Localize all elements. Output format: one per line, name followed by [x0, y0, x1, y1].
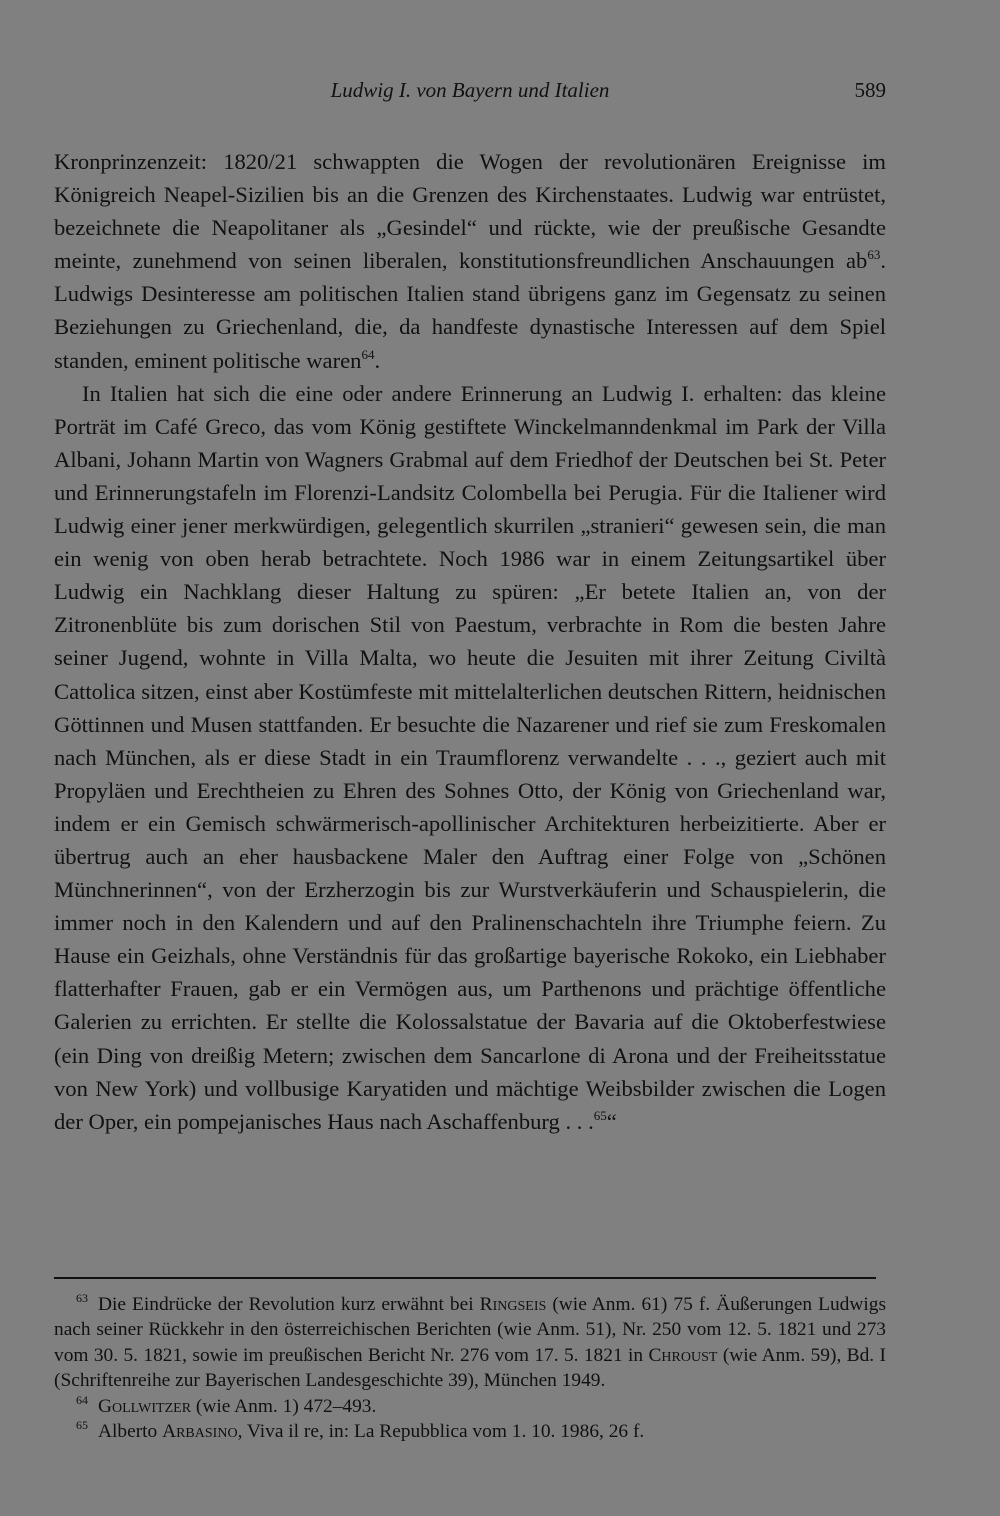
main-text	[54, 145, 886, 1138]
footnote-63: 63 Die Eindrücke der Revolution kurz erwähnt bei Ringseis (wie Anm. 61) 75 f. Äußerungen Ludwigs nach seiner Rückkehr in den österreichischen Berichten (wie Anm. 51), Nr. 250 vom 12. 5. 1821 und 273 vom 30. 5. 1821, sowie im preußischen Bericht Nr. 276 vom 17. 5. 1821 in Chroust (wie Anm. 59), Bd. I (Schriftenreihe zur Bayerischen Landesgeschichte 39), München 1949.	[54, 1291, 886, 1392]
running-title: Ludwig I. von Bayern und Italien	[330, 78, 610, 102]
footnote-text: (wie Anm. 59), Bd. I (Schriftenreihe zur Bayerischen Landesgeschichte 39), München 1949.	[54, 1344, 886, 1392]
author-name: Arbasino	[162, 1421, 238, 1443]
paragraph-2	[54, 377, 886, 1138]
author-name: Ringseis	[479, 1294, 547, 1315]
paragraph-1-text-c: .	[374, 347, 381, 373]
running-head	[54, 76, 886, 106]
footnote-64: 64 Gollwitzer (wie Anm. 1) 472–493.	[76, 1392, 377, 1417]
page-number: 589	[854, 78, 886, 102]
author-name: Gollwitzer	[98, 1395, 192, 1417]
footnote-ref-64: 64	[361, 346, 375, 362]
paragraph-1-text-b: . Ludwigs Desinteresse am politischen Italien stand übrigens ganz im Gegensatz zu seinen Beziehungen zu Griechenland, die, da handfeste dynastische Interessen auf dem Spiel standen, eminent politische waren	[54, 248, 886, 373]
footnote-text: Die Eindrücke der Revolution kurz erwähnt bei	[98, 1294, 480, 1315]
footnote-text: Alberto	[98, 1421, 163, 1443]
footnote-separator	[54, 1277, 876, 1279]
footnote-text: (wie Anm. 61) 75 f. Äußerungen Ludwigs nach seiner Rückkehr in den österreichischen Berichten (wie Anm. 51), Nr. 250 vom 12. 5. 1821 und 273 vom 30. 5. 1821, sowie im preußischen Bericht Nr. 276 vom 17. 5. 1821 in	[54, 1294, 886, 1366]
paragraph-1	[54, 145, 886, 377]
paragraph-1-text-a: Kronprinzenzeit: 1820/21 schwappten die Wogen der revolutionären Ereignisse im Königreich Neapel-Sizilien bis an die Grenzen des Kirchenstaates. Ludwig war entrüstet, bezeichnete die Neapolitaner als „Gesindel“ und rückte, wie der preußische Gesandte meinte, zunehmend von seinen liberalen, konstitutionsfreundlichen Anschauungen ab	[54, 149, 886, 274]
paragraph-2-text-a: In Italien hat sich die eine oder andere Erinnerung an Ludwig I. erhalten: das kleine Porträt im Café Greco, das vom König gestiftete Winckelmanndenkmal im Park der Villa Albani, Johann Martin von Wagners Grabmal auf dem Friedhof der Deutschen bei St. Peter und Erinnerungstafeln im Florenzi-Landsitz Colombella bei Perugia. Für die Italiener wird Ludwig einer jener merkwürdigen, gelegentlich skurrilen „stranieri“ gewesen sein, die man ein wenig von oben herab betrachtete. Noch 1986 war in einem Zeitungsartikel über Ludwig ein Nachklang dieser Haltung zu spüren: „Er betete Italien an, von der Zitronenblüte bis zum dorischen Stil von Paestum, verbrachte in Rom die besten Jahre seiner Jugend, wohnte in Villa Malta, wo heute die Jesuiten mit ihrer Zeitung Civiltà Cattolica sitzen, einst aber Kostümfeste mit mittelalterlichen deutschen Rittern, heidnischen Göttinnen und Musen stattfanden. Er besuchte die Nazarener und rief sie zum Freskomalen nach München, als er diese Stadt in ein Traumflorenz verwandelte . . ., geziert auch mit Propyläen und Erechtheien zu Ehren des Sohnes Otto, der König von Griechenland war, indem er ein Gemisch schwärmerisch-apollinischer Architekturen herbeizitierte. Aber er übertrug auch an eher hausbackene Maler den Auftrag einer Folge von „Schönen Münchnerinnen“, von der Erzherzogin bis zur Wurstverkäuferin und Schauspielerin, die immer noch in den Kalendern und auf den Pralinenschachteln ihre Triumphe feiern. Zu Hause ein Geizhals, ohne Verständnis für das großartige bayerische Rokoko, ein Liebhaber flatterhafter Frauen, gab er ein Vermögen aus, um Parthenons und prächtige öffentliche Galerien zu errichten. Er stellte die Kolossalstatue der Bavaria auf die Oktoberfestwiese (ein Ding von dreißig Metern; zwischen dem Sancarlone di Arona und der Freiheitsstatue von New York) und vollbusige Karyatiden und mächtige Weibsbilder zwischen die Logen der Oper, ein pompejanisches Haus nach Aschaffenburg . . .	[54, 380, 886, 1134]
footnote-text: (wie Anm. 1) 472–493.	[191, 1395, 377, 1417]
footnotes	[54, 1292, 886, 1444]
author-name: Chroust	[648, 1344, 718, 1366]
footnote-ref-63: 63	[867, 247, 881, 263]
footnote-ref-65: 65	[593, 1107, 607, 1123]
paragraph-2-text-b: “	[606, 1108, 617, 1134]
footnote-text: , Viva il re, in: La Repubblica vom 1. 10. 1986, 26 f.	[237, 1421, 645, 1443]
footnote-65: 65 Alberto Arbasino, Viva il re, in: La Repubblica vom 1. 10. 1986, 26 f.	[76, 1418, 645, 1443]
